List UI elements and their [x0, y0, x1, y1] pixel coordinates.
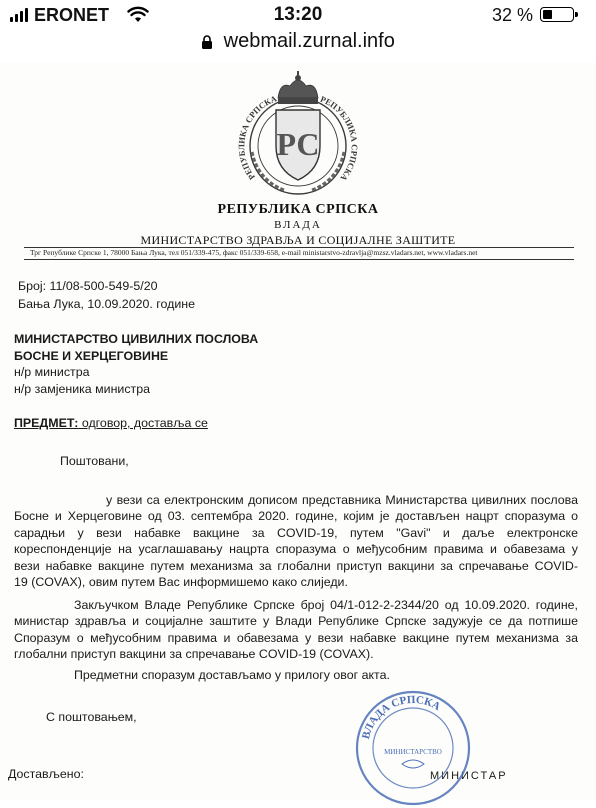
status-bar [0, 0, 596, 30]
subject-label: ПРЕДМЕТ: [14, 416, 79, 430]
paragraph-1-line: вези набавке вакцине путем механизма за глобални приступ вакцини за спречавање COVID- [14, 558, 578, 573]
paragraph-2 [14, 597, 578, 663]
letter-place-date: Бања Лука, 10.09.2020. године [18, 297, 196, 311]
svg-text:МИНИСТАРСТВО: МИНИСТАРСТВО [384, 748, 442, 756]
clock: 13:20 [273, 4, 323, 25]
paragraph-2-line: министар здравља и социјалне заштите у Влади Републике Српске задужује се да потпише [14, 614, 578, 629]
letterhead-divider-bottom [24, 259, 574, 260]
document-page [0, 62, 596, 800]
salutation: Поштовани, [60, 454, 129, 468]
svg-text:РЕПУБЛИКА СРПСКА: РЕПУБЛИКА СРПСКА [318, 93, 360, 183]
letterhead-republic: РЕПУБЛИКА СРПСКА [217, 202, 379, 217]
battery-icon [540, 7, 574, 22]
paragraph-1-line: кореспонденције на усаглашавању нацрта споразума о међусобним правима и обавезама у [14, 542, 578, 557]
recipient-attn-2: н/р замјеника министра [14, 382, 151, 396]
letterhead-government: ВЛАДА [274, 219, 322, 231]
battery-percent: 32 % [491, 5, 533, 25]
recipient-line-1: МИНИСТАРСТВО ЦИВИЛНИХ ПОСЛОВА [14, 332, 259, 346]
svg-text:РС: РС [276, 126, 320, 162]
recipient-line-2: БОСНЕ И ХЕРЦЕГОВИНЕ [14, 349, 169, 363]
subject-line [14, 416, 208, 430]
paragraph-1-line: Босне и Херцеговине од 03. септембра 2020. године, којим је достављен нацрт споразума о [14, 509, 578, 524]
subject-text: одговор, доставља се [78, 416, 208, 430]
url-text: webmail.zurnal.info [223, 30, 395, 52]
recipient-attn-1: н/р министра [14, 365, 90, 379]
lock-icon [201, 35, 213, 49]
signature-title: МИНИСТАР [430, 770, 508, 782]
letter-number: Број: 11/08-500-549-5/20 [18, 279, 158, 293]
delivered-label: Достављено: [8, 767, 84, 781]
svg-text:ВЛАДА СРПСКА: ВЛАДА СРПСКА [359, 693, 443, 741]
coat-of-arms-seal [228, 68, 368, 198]
letterhead-ministry: МИНИСТАРСТВО ЗДРАВЉА И СОЦИЈАЛНЕ ЗАШТИТЕ [140, 233, 456, 247]
paragraph-2-line: Споразум о међусобним правима и обавезама у вези набавке вакцине путем механизма за [14, 630, 578, 645]
closing: С поштовањем, [46, 710, 137, 724]
letterhead-contact: Трг Републике Српске 1, 78000 Бања Лука, тел 051/339-475, факс 051/339-658, e-mail ministarstvo-zdravlja@mzsz.vladars.net, www.vladars.net [30, 248, 478, 257]
paragraph-1 [14, 492, 578, 590]
paragraph-1-line: сарадњи у вези набавке вакцине за COVID-19, путем "Gavi" и даље електронске [14, 525, 578, 540]
paragraph-1-line: 19 (COVAX), овим путем Вас информишемо како слиједи. [14, 575, 348, 590]
paragraph-2-line: Закључком Владе Републике Српске број 04/1-012-2-2344/20 од 10.09.2020. године, [74, 598, 578, 612]
paragraph-2-line: глобални приступ вакцини за спречавање COVID-19 (COVAX). [14, 647, 374, 662]
svg-text:РЕПУБЛИКА СРПСКА: РЕПУБЛИКА СРПСКА [236, 93, 279, 182]
paragraph-3: Предметни споразум достављамо у прилогу овог акта. [74, 668, 390, 682]
carrier-name: ERONET [34, 5, 110, 25]
address-bar[interactable] [0, 30, 596, 58]
paragraph-1-line: у вези са електронским дописом представника Министарства цивилних послова [106, 493, 578, 507]
official-stamp [350, 682, 476, 808]
